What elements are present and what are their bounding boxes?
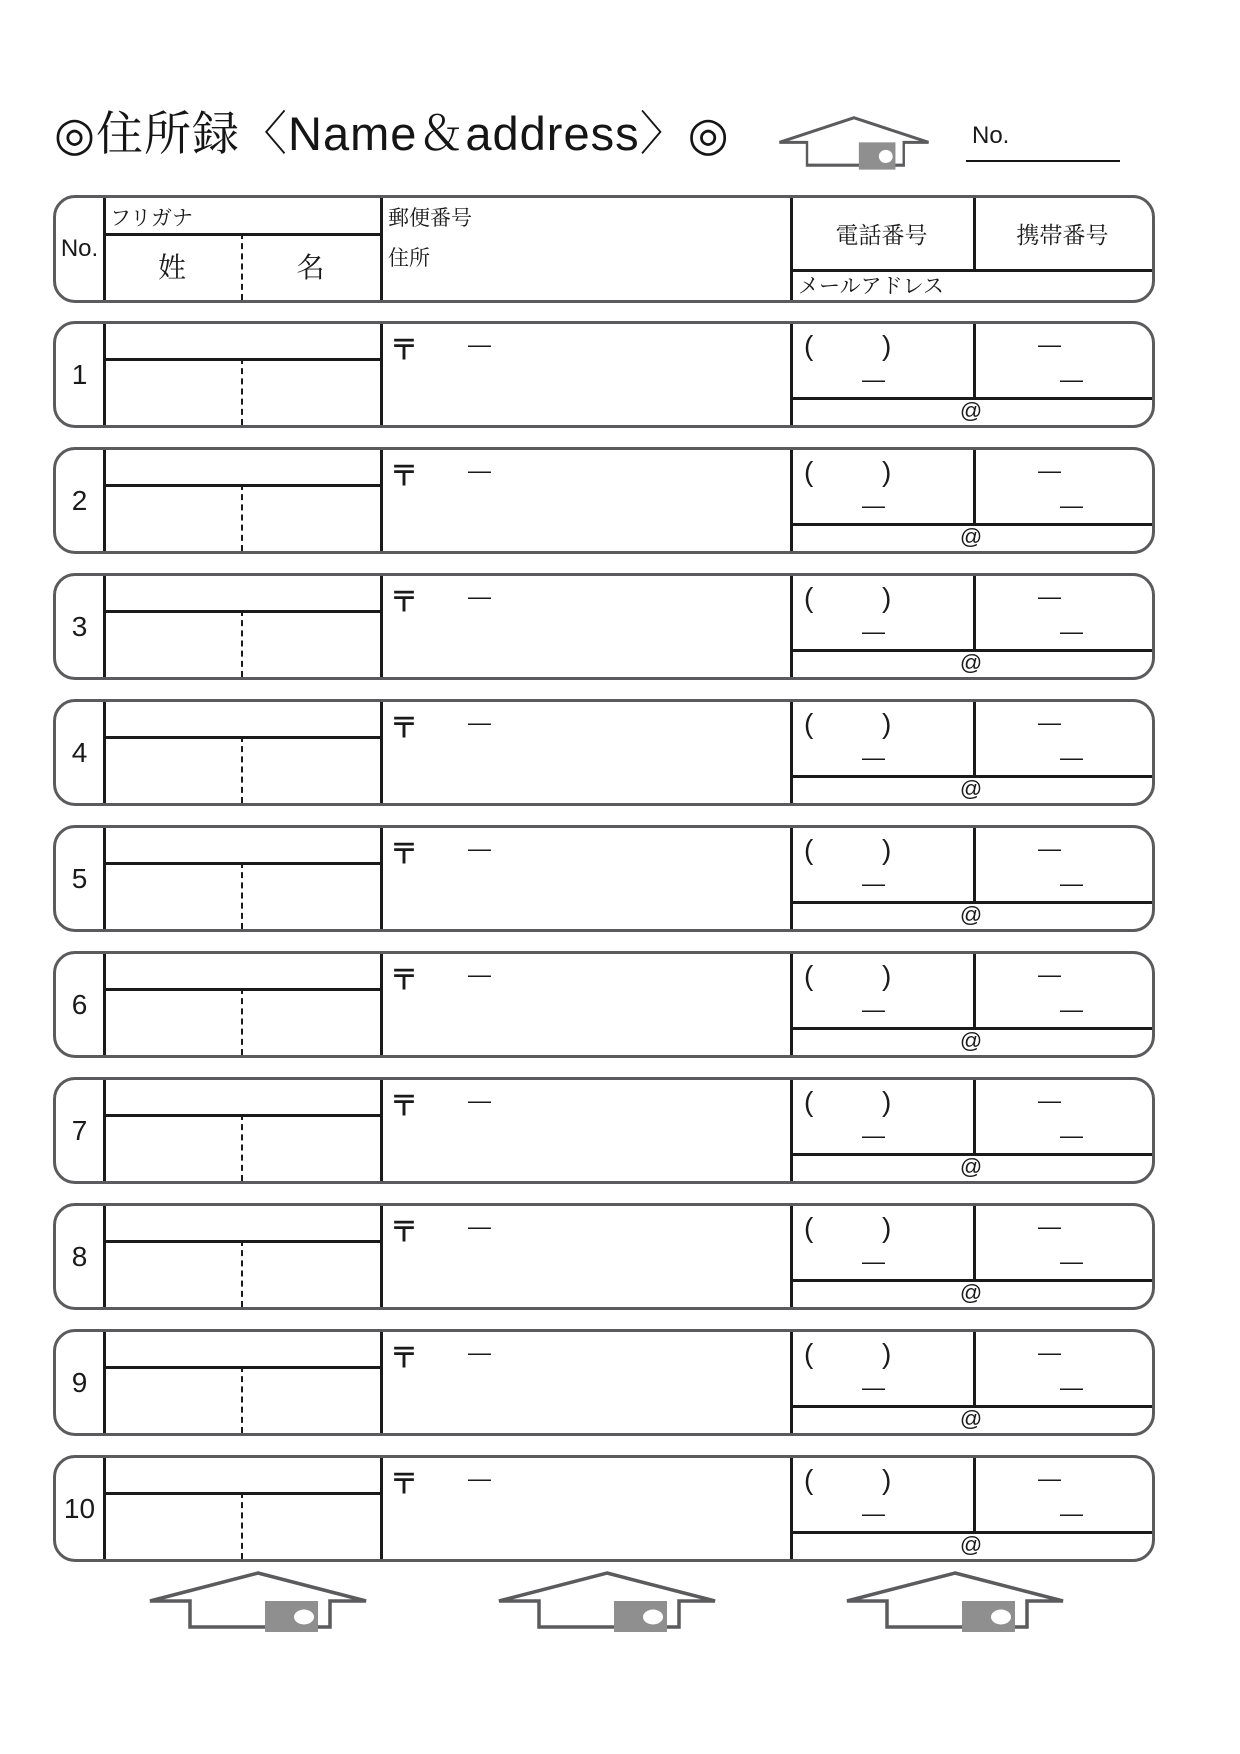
postal-code-field[interactable]	[380, 702, 790, 736]
phone-paren-open: (	[804, 834, 814, 865]
row-number-label: 3	[71, 610, 88, 642]
mobile-dash: —	[1060, 1500, 1083, 1526]
mobile-dash: —	[1060, 1122, 1083, 1148]
header-first-name: 名	[296, 252, 325, 283]
postal-mark: 〒	[390, 838, 419, 869]
mobile-dash: —	[1038, 1087, 1061, 1113]
header-email: メールアドレス	[798, 274, 944, 298]
page-number-field[interactable]	[966, 120, 1120, 162]
mobile-dash: —	[1060, 492, 1083, 518]
row-number-label: 10	[63, 1492, 96, 1524]
postal-mark: 〒	[390, 460, 419, 491]
row-number	[56, 1458, 103, 1559]
phone-paren-close: )	[882, 330, 892, 361]
first-name-field[interactable]	[241, 1240, 380, 1307]
phone-paren-close: )	[882, 1338, 892, 1369]
first-name-field[interactable]	[241, 1114, 380, 1181]
phone-paren-open: (	[804, 708, 814, 739]
row-number	[56, 450, 103, 551]
header-furigana: フリガナ	[110, 207, 193, 230]
address-row	[53, 573, 1155, 680]
first-name-field[interactable]	[241, 1492, 380, 1559]
last-name-field[interactable]	[103, 484, 241, 551]
table-header	[53, 195, 1155, 303]
phone-paren-open: (	[804, 1338, 814, 1369]
postal-mark: 〒	[390, 712, 419, 743]
postal-dash: —	[468, 457, 491, 483]
row-number	[56, 576, 103, 677]
address-field[interactable]	[380, 988, 790, 1055]
row-number	[56, 1206, 103, 1307]
phone-paren-close: )	[882, 708, 892, 739]
mobile-dash: —	[1038, 709, 1061, 735]
row-number-label: 8	[71, 1240, 88, 1272]
at-sign: @	[959, 1279, 983, 1305]
at-sign: @	[959, 397, 983, 423]
no-label: No.	[972, 122, 1010, 149]
house-icon	[778, 116, 930, 174]
postal-code-field[interactable]	[380, 828, 790, 862]
last-name-field[interactable]	[103, 1492, 241, 1559]
postal-dash: —	[468, 1213, 491, 1239]
phone-dash: —	[862, 1248, 885, 1274]
postal-mark: 〒	[390, 586, 419, 617]
phone-paren-close: )	[882, 834, 892, 865]
postal-dash: —	[468, 1339, 491, 1365]
furigana-field[interactable]	[103, 450, 380, 484]
address-row	[53, 825, 1155, 932]
first-name-field[interactable]	[241, 484, 380, 551]
header-mobile: 携帯番号	[1016, 222, 1109, 248]
phone-paren-open: (	[804, 330, 814, 361]
phone-paren-close: )	[882, 456, 892, 487]
phone-dash: —	[862, 1374, 885, 1400]
last-name-field[interactable]	[103, 1366, 241, 1433]
furigana-field[interactable]	[103, 828, 380, 862]
address-field[interactable]	[380, 1240, 790, 1307]
mobile-dash: —	[1038, 583, 1061, 609]
phone-paren-open: (	[804, 456, 814, 487]
first-name-field[interactable]	[241, 736, 380, 803]
address-field[interactable]	[380, 1366, 790, 1433]
row-number-label: 7	[71, 1114, 88, 1146]
phone-paren-close: )	[882, 1086, 892, 1117]
furigana-field[interactable]	[103, 324, 380, 358]
postal-code-field[interactable]	[380, 1206, 790, 1240]
address-row	[53, 951, 1155, 1058]
row-number-label: 5	[71, 862, 88, 894]
address-row	[53, 1077, 1155, 1184]
at-sign: @	[959, 1405, 983, 1431]
row-number	[56, 1332, 103, 1433]
postal-code-field[interactable]	[380, 1458, 790, 1492]
phone-dash: —	[862, 366, 885, 392]
at-sign: @	[959, 523, 983, 549]
postal-dash: —	[468, 331, 491, 357]
header-phone: 電話番号	[835, 222, 928, 248]
phone-paren-close: )	[882, 1464, 892, 1495]
address-field[interactable]	[380, 736, 790, 803]
address-row	[53, 699, 1155, 806]
address-field[interactable]	[380, 862, 790, 929]
postal-dash: —	[468, 1087, 491, 1113]
last-name-field[interactable]	[103, 610, 241, 677]
address-row	[53, 447, 1155, 554]
mobile-dash: —	[1038, 835, 1061, 861]
first-name-field[interactable]	[241, 1366, 380, 1433]
row-number-label: 6	[71, 988, 88, 1020]
mobile-dash: —	[1038, 1213, 1061, 1239]
header-address: 住所	[388, 247, 430, 270]
address-field[interactable]	[380, 1114, 790, 1181]
row-number	[56, 702, 103, 803]
postal-dash: —	[468, 961, 491, 987]
last-name-field[interactable]	[103, 862, 241, 929]
mobile-dash: —	[1060, 996, 1083, 1022]
postal-code-field[interactable]	[380, 954, 790, 988]
row-number-label: 4	[71, 736, 88, 768]
postal-mark: 〒	[390, 1090, 419, 1121]
last-name-field[interactable]	[103, 736, 241, 803]
last-name-field[interactable]	[103, 358, 241, 425]
row-number-label: 9	[71, 1366, 88, 1398]
address-row	[53, 1455, 1155, 1562]
at-sign: @	[959, 649, 983, 675]
row-number	[56, 828, 103, 929]
address-row	[53, 1203, 1155, 1310]
postal-dash: —	[468, 835, 491, 861]
postal-code-field[interactable]	[380, 1080, 790, 1114]
phone-paren-close: )	[882, 582, 892, 613]
row-number-label: 2	[71, 484, 88, 516]
first-name-field[interactable]	[241, 988, 380, 1055]
row-number-label: 1	[71, 358, 88, 390]
row-number	[56, 1080, 103, 1181]
postal-code-field[interactable]	[380, 1332, 790, 1366]
phone-paren-close: )	[882, 960, 892, 991]
postal-mark: 〒	[390, 1342, 419, 1373]
address-row	[53, 1329, 1155, 1436]
mobile-dash: —	[1060, 870, 1083, 896]
address-field[interactable]	[380, 1492, 790, 1559]
address-field[interactable]	[380, 358, 790, 425]
at-sign: @	[959, 901, 983, 927]
mobile-dash: —	[1038, 961, 1061, 987]
phone-dash: —	[862, 618, 885, 644]
mobile-dash: —	[1038, 1339, 1061, 1365]
furigana-field[interactable]	[103, 1332, 380, 1366]
address-field[interactable]	[380, 484, 790, 551]
page-title: ◎住所録〈Name＆address〉◎	[54, 107, 730, 160]
postal-code-field[interactable]	[380, 576, 790, 610]
phone-paren-open: (	[804, 1212, 814, 1243]
mobile-dash: —	[1060, 1374, 1083, 1400]
furigana-field[interactable]	[103, 1080, 380, 1114]
at-sign: @	[959, 775, 983, 801]
address-row	[53, 321, 1155, 428]
postal-dash: —	[468, 1465, 491, 1491]
furigana-field[interactable]	[103, 702, 380, 736]
phone-paren-open: (	[804, 1464, 814, 1495]
postal-mark: 〒	[390, 964, 419, 995]
mobile-dash: —	[1060, 618, 1083, 644]
at-sign: @	[959, 1153, 983, 1179]
phone-paren-open: (	[804, 1086, 814, 1117]
house-icon	[845, 1571, 1065, 1637]
phone-dash: —	[862, 996, 885, 1022]
postal-dash: —	[468, 583, 491, 609]
house-icon	[148, 1571, 368, 1637]
phone-dash: —	[862, 870, 885, 896]
phone-dash: —	[862, 1500, 885, 1526]
furigana-field[interactable]	[103, 1206, 380, 1240]
postal-mark: 〒	[390, 334, 419, 365]
address-field[interactable]	[380, 610, 790, 677]
header-last-name: 姓	[157, 252, 186, 283]
furigana-field[interactable]	[103, 576, 380, 610]
phone-paren-close: )	[882, 1212, 892, 1243]
postal-mark: 〒	[390, 1468, 419, 1499]
postal-code-field[interactable]	[380, 324, 790, 358]
mobile-dash: —	[1038, 1465, 1061, 1491]
at-sign: @	[959, 1531, 983, 1557]
phone-dash: —	[862, 1122, 885, 1148]
postal-mark: 〒	[390, 1216, 419, 1247]
header-no: No.	[60, 235, 99, 262]
phone-paren-open: (	[804, 960, 814, 991]
mobile-dash: —	[1060, 744, 1083, 770]
last-name-field[interactable]	[103, 1114, 241, 1181]
first-name-field[interactable]	[241, 358, 380, 425]
first-name-field[interactable]	[241, 862, 380, 929]
row-number	[56, 954, 103, 1055]
last-name-field[interactable]	[103, 1240, 241, 1307]
header-postal-code: 郵便番号	[388, 207, 472, 230]
phone-dash: —	[862, 744, 885, 770]
postal-code-field[interactable]	[380, 450, 790, 484]
row-number	[56, 324, 103, 425]
mobile-dash: —	[1038, 457, 1061, 483]
furigana-field[interactable]	[103, 1458, 380, 1492]
mobile-dash: —	[1060, 366, 1083, 392]
house-icon	[497, 1571, 717, 1637]
postal-dash: —	[468, 709, 491, 735]
mobile-dash: —	[1060, 1248, 1083, 1274]
first-name-field[interactable]	[241, 610, 380, 677]
mobile-dash: —	[1038, 331, 1061, 357]
at-sign: @	[959, 1027, 983, 1053]
phone-dash: —	[862, 492, 885, 518]
last-name-field[interactable]	[103, 988, 241, 1055]
furigana-field[interactable]	[103, 954, 380, 988]
phone-paren-open: (	[804, 582, 814, 613]
divider	[380, 198, 383, 300]
